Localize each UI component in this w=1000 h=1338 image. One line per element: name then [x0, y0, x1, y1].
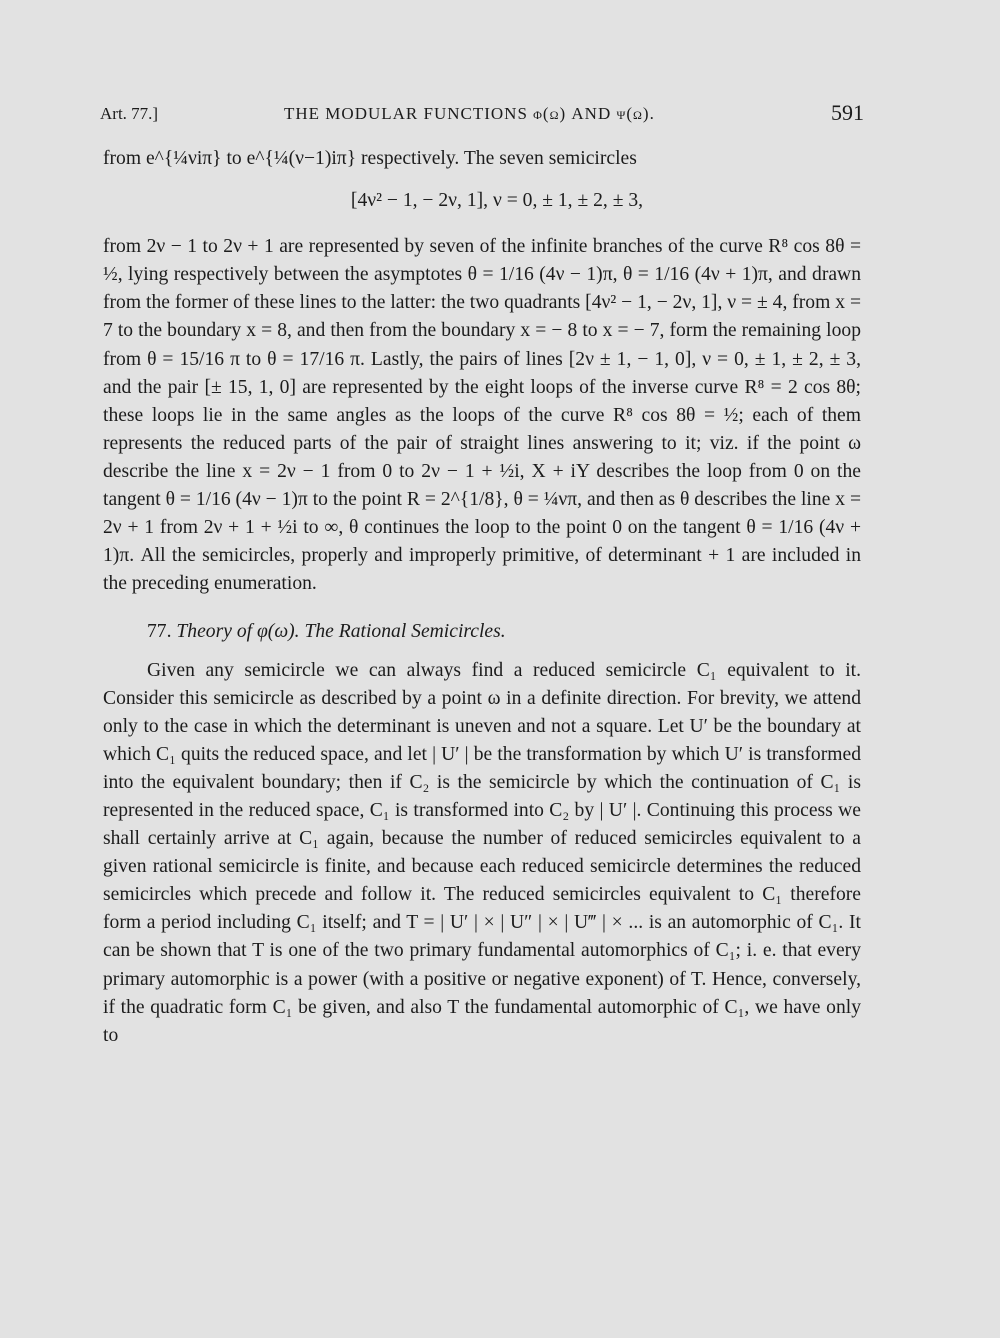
display-equation: [4ν² − 1, − 2ν, 1], ν = 0, ± 1, ± 2, ± 3, — [350, 190, 644, 212]
running-title: THE MODULAR FUNCTIONS φ(ω) AND ψ(ω). — [284, 104, 655, 123]
section-title-a: Theory of φ(ω). — [176, 621, 300, 643]
section-heading — [103, 618, 861, 646]
section-title-b: The Rational Semicircles. — [304, 621, 506, 643]
running-header — [100, 100, 864, 130]
article-ref: Art. 77.] — [100, 104, 159, 123]
body-text — [103, 145, 861, 1050]
paragraph-1: from e^{¼νiπ} to e^{¼(ν−1)iπ} respectively. The seven semicircles — [103, 148, 637, 169]
page-number: 591 — [831, 100, 864, 125]
paragraph-2: from 2ν − 1 to 2ν + 1 are represented by seven of the infinite branches of the curve R⁸ cos 8θ = ½, lying respectively between the asymptotes θ = 1/16 (4ν − 1)π, θ = 1/16 (4ν + 1)π, and drawn from the former of these lines to the latter: the two quadrants [4ν² − 1, − 2ν, 1], ν = ± 4, from x = 7 to the boundary x = 8, and then from the boundary x = − 8 to x = − 7, form the remaining loop from θ = 15/16 π to θ = 17/16 π. Lastly, the pairs of lines [2ν ± 1, − 1, 0], ν = 0, ± 1, ± 2, ± 3, and the pair [± 15, 1, 0] are represented by the eight loops of the inverse curve R⁸ = 2 cos 8θ; these loops lie in the same angles as the loops of the curve R⁸ cos 8θ = ½; each of them represents the reduced parts of the pair of straight lines answering to it; viz. if the point ω describe the line x = 2ν − 1 from 0 to 2ν − 1 + ½i, X + iY describes the loop from 0 on the tangent θ = 1/16 (4ν − 1)π to the point R = 2^{1/8}, θ = ¼νπ, and then as θ describes the line x = 2ν + 1 from 2ν + 1 + ½i to ∞, θ continues the loop to the point 0 on the tangent θ = 1/16 (4ν + 1)π. All the semicircles, properly and improperly primitive, of determinant + 1 are included in the preceding enumeration. — [103, 236, 861, 595]
section-number: 77. — [147, 621, 172, 643]
paragraph-3: Given any semicircle we can always find a reduced semicircle C₁ equivalent to it. Consider this semicircle as described by a point ω in a definite direction. For brevity, we attend only to the case in which the determinant is uneven and not a square. Let U′ be the boundary at which C₁ quits the reduced space, and let | U′ | be the transformation by which U′ is transformed into the equivalent boundary; then if C₂ is the semicircle by which the continuation of C₁ is represented in the reduced space, C₁ is transformed into C₂ by | U′ |. Continuing this process we shall certainly arrive at C₁ again, because the number of reduced semicircles equivalent to a given rational semicircle is finite, and because each reduced semicircle determines the reduced semicircles which precede and follow it. The reduced semicircles equivalent to C₁ therefore form a period including C₁ itself; and T = | U′ | × | U″ | × | U‴ | × ... is an automorphic of C₁. It can be shown that T is one of the two primary fundamental automorphics of C₁; i. e. that every primary automorphic is a power (with a positive or negative exponent) of T. Hence, conversely, if the quadratic form C₁ be given, and also T the fundamental automorphic of C₁, we have only to — [103, 659, 861, 1046]
